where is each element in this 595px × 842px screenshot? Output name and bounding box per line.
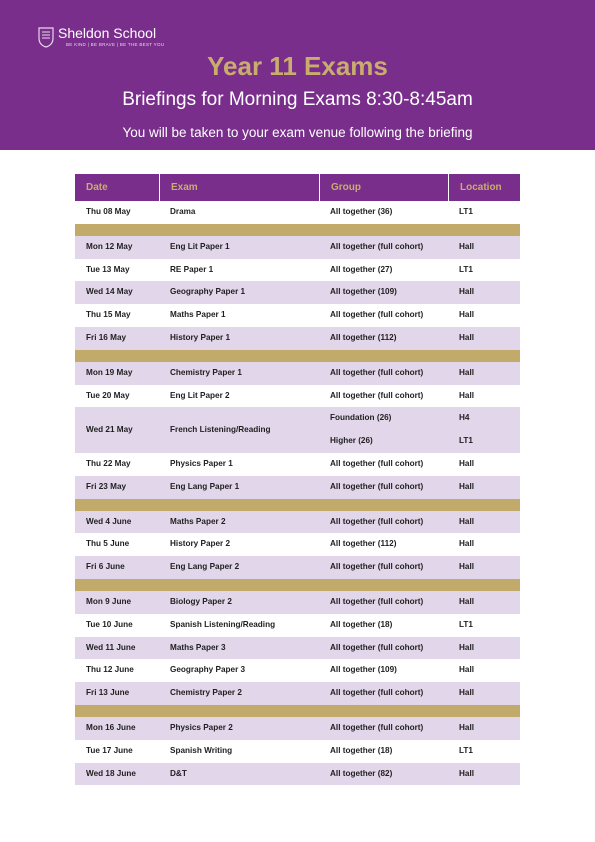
school-crest-icon	[38, 26, 54, 48]
date-cell: Mon 19 May	[86, 367, 133, 377]
exam-cell: D&T	[170, 768, 187, 778]
date-cell: Tue 10 June	[86, 619, 133, 629]
group-cell: All together (18)	[330, 619, 393, 629]
table-row	[75, 591, 520, 614]
date-cell: Thu 08 May	[86, 207, 131, 216]
exam-cell: Chemistry Paper 2	[170, 688, 242, 698]
school-logo	[38, 26, 198, 52]
exam-cell: Geography Paper 1	[170, 287, 246, 297]
exam-cell: Maths Paper 1	[170, 310, 226, 320]
table-row	[75, 763, 520, 786]
table-row	[75, 407, 520, 453]
week-separator	[75, 705, 520, 717]
week-separator	[75, 350, 520, 362]
group-cell: All together (109)	[330, 287, 397, 297]
date-cell: Mon 16 June	[86, 722, 136, 732]
date-cell: Thu 22 May	[86, 458, 131, 468]
date-cell: Mon 12 May	[86, 241, 133, 251]
date-cell: Fri 23 May	[86, 481, 127, 491]
table-row	[75, 637, 520, 660]
group-cell: All together (full cohort)	[330, 722, 424, 732]
location-cell: Hall	[459, 310, 475, 320]
date-cell: Fri 6 June	[86, 562, 125, 572]
table-row	[75, 236, 520, 259]
location-cell: Hall	[459, 596, 475, 606]
exam-cell: Maths Paper 3	[170, 642, 226, 652]
exam-cell: Physics Paper 2	[170, 722, 233, 732]
exam-cell: Drama	[170, 207, 196, 216]
group-cell: All together (27)	[330, 264, 393, 274]
table-row	[75, 453, 520, 476]
date-cell: Fri 16 May	[86, 332, 127, 342]
table-row	[75, 201, 520, 224]
briefing-note: You will be taken to your exam venue following the briefing	[122, 125, 473, 140]
page-subtitle: Briefings for Morning Exams 8:30-8:45am	[122, 89, 473, 110]
date-cell: Wed 11 June	[86, 642, 136, 652]
table-row	[75, 476, 520, 499]
location-cell: Hall	[459, 688, 475, 698]
location-cell: Hall	[459, 481, 475, 491]
table-row	[75, 385, 520, 408]
exam-cell: History Paper 1	[170, 332, 231, 342]
group-cell: All together (full cohort)	[330, 516, 424, 526]
exam-cell: Eng Lit Paper 1	[170, 241, 230, 251]
group-cell: All together (full cohort)	[330, 241, 424, 251]
group-cell: All together (full cohort)	[330, 562, 424, 572]
date-cell: Mon 9 June	[86, 596, 132, 606]
location-cell: Hall	[459, 516, 475, 526]
group-cell: All together (full cohort)	[330, 367, 424, 377]
location-cell: Hall	[459, 768, 475, 778]
date-cell: Fri 13 June	[86, 688, 130, 698]
table-row	[75, 740, 520, 763]
school-motto: BE KIND | BE BRAVE | BE THE BEST YOU	[66, 42, 165, 47]
table-row	[75, 304, 520, 327]
date-cell: Wed 4 June	[86, 516, 132, 526]
table-row	[75, 281, 520, 304]
column-header-group: Group	[319, 174, 448, 201]
location-cell: Hall	[459, 287, 475, 297]
table-header-row	[75, 174, 520, 201]
table-body	[75, 201, 520, 785]
date-cell: Thu 12 June	[86, 665, 134, 675]
group-cell: All together (36)	[330, 207, 393, 216]
school-name: Sheldon School	[58, 25, 157, 41]
location-cell: Hall	[459, 390, 475, 400]
table-row	[75, 327, 520, 350]
group-cell: All together (full cohort)	[330, 458, 424, 468]
table-row	[75, 362, 520, 385]
exam-table	[75, 174, 520, 785]
location-cell: Hall	[459, 458, 475, 468]
location-cell: Hall	[459, 367, 475, 377]
week-separator	[75, 224, 520, 236]
date-cell: Tue 17 June	[86, 745, 133, 755]
table-row	[75, 614, 520, 637]
group-cell: All together (full cohort)	[330, 596, 424, 606]
exam-cell: Geography Paper 3	[170, 665, 246, 675]
exam-cell: Eng Lit Paper 2	[170, 390, 230, 400]
table-row	[75, 717, 520, 740]
table-row	[75, 659, 520, 682]
column-header-location: Location	[448, 174, 520, 201]
group-cell: All together (full cohort)	[330, 310, 424, 320]
exam-cell: French Listening/Reading	[170, 425, 271, 435]
group-subcell: Higher (26)	[330, 436, 373, 446]
group-cell	[319, 407, 448, 453]
location-cell: LT1	[459, 207, 473, 216]
table-row	[75, 533, 520, 556]
group-subcell: Foundation (26)	[330, 413, 392, 423]
page-title: Year 11 Exams	[207, 51, 388, 81]
exam-cell: History Paper 2	[170, 539, 231, 549]
date-cell: Wed 21 May	[86, 425, 133, 435]
location-cell: Hall	[459, 539, 475, 549]
date-cell: Wed 14 May	[86, 287, 133, 297]
group-cell: All together (82)	[330, 768, 393, 778]
date-cell: Wed 18 June	[86, 768, 136, 778]
exam-cell: Eng Lang Paper 2	[170, 562, 240, 572]
exam-cell: Physics Paper 1	[170, 458, 233, 468]
location-cell: LT1	[459, 745, 473, 755]
exam-cell: Eng Lang Paper 1	[170, 481, 240, 491]
location-cell: Hall	[459, 642, 475, 652]
group-cell: All together (109)	[330, 665, 397, 675]
week-separator	[75, 499, 520, 511]
exam-cell: Chemistry Paper 1	[170, 367, 242, 377]
table-row	[75, 556, 520, 579]
location-cell	[448, 407, 520, 453]
table-row	[75, 682, 520, 705]
date-cell: Tue 20 May	[86, 390, 130, 400]
exam-cell: Spanish Listening/Reading	[170, 619, 276, 629]
column-header-exam: Exam	[159, 174, 319, 201]
date-cell: Thu 15 May	[86, 310, 131, 320]
location-cell: Hall	[459, 241, 475, 251]
table-row	[75, 259, 520, 282]
location-cell: Hall	[459, 722, 475, 732]
exam-cell: Spanish Writing	[170, 745, 233, 755]
location-cell: Hall	[459, 332, 475, 342]
group-cell: All together (full cohort)	[330, 390, 424, 400]
location-subcell: LT1	[459, 436, 473, 446]
column-header-date: Date	[86, 182, 108, 193]
date-cell: Thu 5 June	[86, 539, 130, 549]
exam-cell: Biology Paper 2	[170, 596, 232, 606]
group-cell: All together (112)	[330, 332, 397, 342]
exam-cell: RE Paper 1	[170, 264, 214, 274]
group-cell: All together (18)	[330, 745, 393, 755]
group-cell: All together (full cohort)	[330, 688, 424, 698]
location-subcell: H4	[459, 413, 470, 423]
location-cell: LT1	[459, 264, 473, 274]
table-row	[75, 511, 520, 534]
exam-cell: Maths Paper 2	[170, 516, 226, 526]
group-cell: All together (112)	[330, 539, 397, 549]
date-cell: Tue 13 May	[86, 264, 130, 274]
location-cell: LT1	[459, 619, 473, 629]
header-banner	[0, 0, 595, 150]
location-cell: Hall	[459, 665, 475, 675]
location-cell: Hall	[459, 562, 475, 572]
group-cell: All together (full cohort)	[330, 481, 424, 491]
group-cell: All together (full cohort)	[330, 642, 424, 652]
week-separator	[75, 579, 520, 591]
